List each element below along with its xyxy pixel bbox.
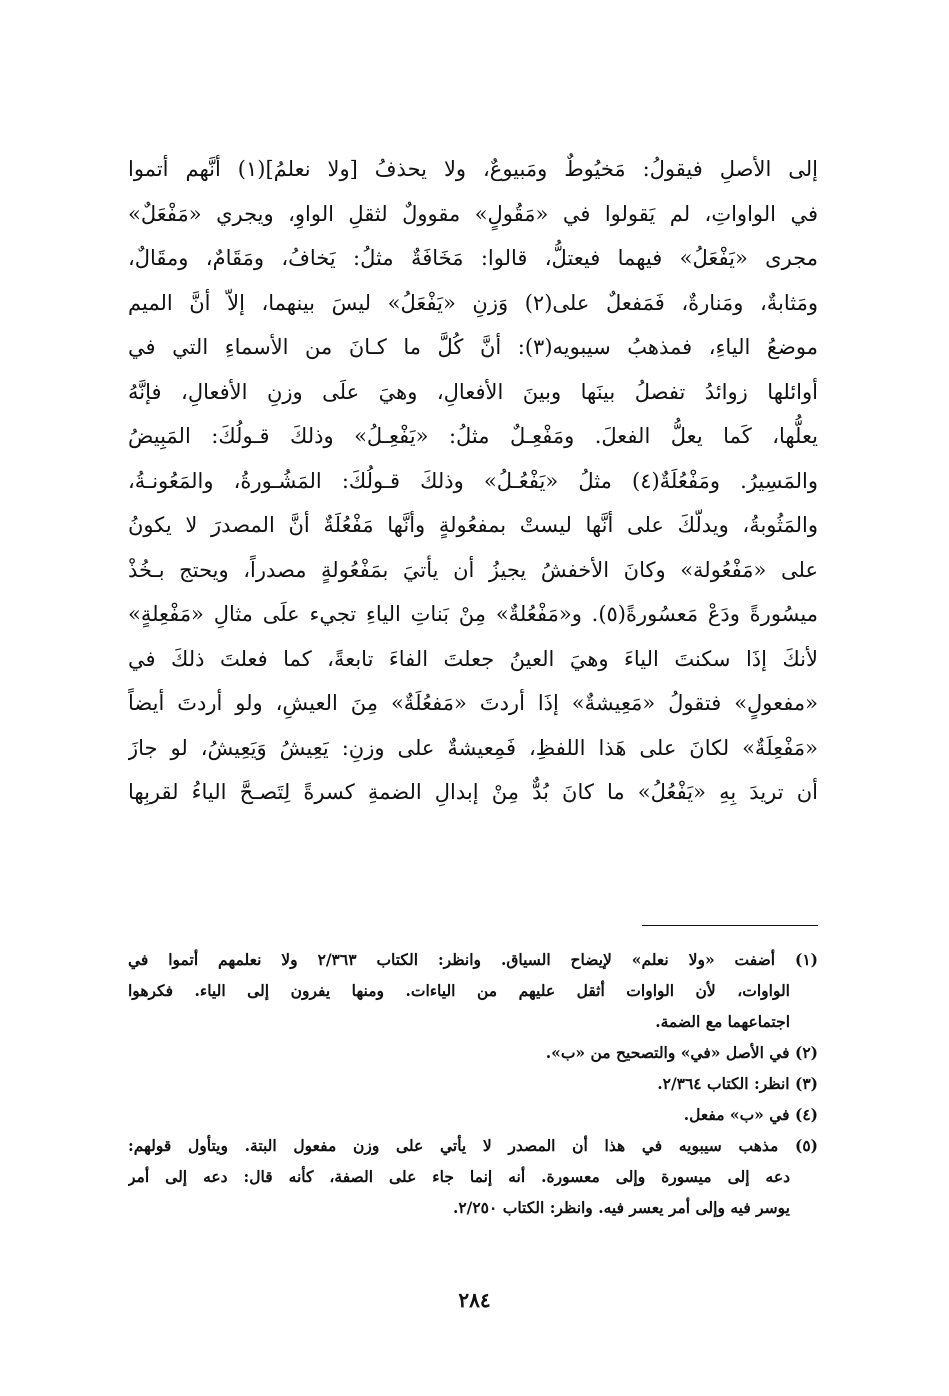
footnote-line: (٢) في الأصل «في» والتصحيح من «ب». <box>545 1043 818 1062</box>
footnote-line: (٥) مذهب سيبويه في هذا أن المصدر لا يأتي على وزن مفعول البتة. ويتأول قولهم: <box>128 1136 818 1155</box>
text-line: والمَثُوبةُ، ويدلّكَ على أنَّها ليستْ بمفعُولةٍ وأنَّها مَفْعُلَةٌ أنَّ المصدرَ لا يكونُ <box>128 513 818 537</box>
text-line: «مفعولٍ» فتقولُ «مَعِيشةٌ» إذَا أردتَ «مَفعُلَةٌ» مِنَ العيشِ، ولو أردتَ أيضاً <box>128 691 818 715</box>
footnote-line: (٣) انظر: الكتاب ٢/٣٦٤. <box>657 1074 818 1093</box>
text-line: ميسُورةً ودَعْ مَعسُورةً(٥). و«مَفْعُلةٌ» مِنْ بَناتِ الياءِ تجيء علَى مثالِ «مَفْعِلةٍ» <box>128 602 818 626</box>
footnotes <box>128 944 818 1223</box>
footnote-line: اجتماعهما مع الضمة. <box>655 1012 790 1031</box>
text-line: لأنكَ إذَا سكنتَ الياءَ وهيَ العينُ جعلتَ الفاءَ تابعةً، كما فعلتَ ذلكَ في <box>128 646 818 671</box>
text-line: «مَفْعِلَةٌ» لكانَ على هَذا اللفظِ، فَمِعيشةٌ على وزنِ: يَعِيشُ وَيَعِيشُ، لو جازَ <box>128 735 818 760</box>
text-line: موضعُ الياءِ، فمذهبُ سيبويه(٣): أنَّ كُلَّ ما كـانَ من الأسماءِ التي في <box>128 335 818 359</box>
main-text <box>128 147 818 815</box>
page-number: ٢٨٤ <box>458 1288 491 1312</box>
text-line: على «مَفْعُولة» وكانَ الأخفشُ يجيزُ أن يأتيَ بمَفْعُولةٍ مصدراً، ويحتج بـخُذْ <box>128 557 818 582</box>
footnote-line: الواوات، لأن الواوات أثقل عليهم من الياءات. ومنها يفرون إلى الياء. فكرهوا <box>128 981 790 1000</box>
text-line: يعلُّها، كَما يعلُّ الفعلَ. ومَفْعِـلٌ مثلُ: «يَفْعِـلُ» وذلكَ قـولُكَ: المَبِيضُ <box>128 424 818 448</box>
text-line: إلى الأصلِ فيقولُ: مَخيُوطٌ ومَبيوعٌ، ولا يحذفُ [ولا نعلمُ](١) أنَّهم أتموا <box>128 157 818 181</box>
text-line: أوائلها زوائدُ تفصلُ بينَها وبينَ الأفعالِ، وهيَ علَى وزنِ الأفعالِ، فإنَّهُ <box>128 379 818 404</box>
footnote-line: (١) أضفت «ولا نعلم» لإيضاح السياق. وانظر: الكتاب ٢/٣٦٣ ولا نعلمهم أتموا في <box>128 950 818 969</box>
footnote-line: (٤) في «ب» مفعل. <box>683 1105 818 1124</box>
footnote-separator <box>642 925 818 926</box>
text-line: والمَسِيرُ. ومَفْعُلَةٌ(٤) مثلُ «يَفْعُـلُ» وذلكَ قـولُكَ: المَشُـورةُ، والمَعُونـةُ، <box>128 468 818 493</box>
footnote-line: يوسر فيه وإلى أمر يعسر فيه. وانظر: الكتاب ٢/٢٥٠. <box>452 1198 790 1217</box>
text-line: في الواواتِ، لم يَقولوا في «مَقُولٍ» مقوولٌ لثقلِ الواوِ، ويجري «مَفْعَلٌ» <box>128 201 818 226</box>
footnote-line: دعه إلى ميسورة وإلى معسورة. أنه إنما جاء على الصفة، كأنه قال: دعه إلى أمر <box>128 1167 790 1186</box>
text-line: أن تريدَ بِهِ «يَفْعُلُ» ما كانَ بُدٌّ مِنْ إبدالِ الضمةِ كسرةً لِتَصـحَّ الياءُ لقربِها <box>128 780 818 804</box>
text-line: ومَثابةٌ، ومَنارةٌ، فَمَفعلٌ على(٢) وَزنِ «يَفْعَلُ» ليسَ بينهما، إلاّ أنَّ الميم <box>128 290 818 315</box>
text-line: مجرى «يَفْعَلُ» فيهما فيعتلُّ، قالوا: مَخَافَةٌ مثلُ: يَخافُ، ومَقَامٌ، ومقَالٌ، <box>128 246 818 270</box>
